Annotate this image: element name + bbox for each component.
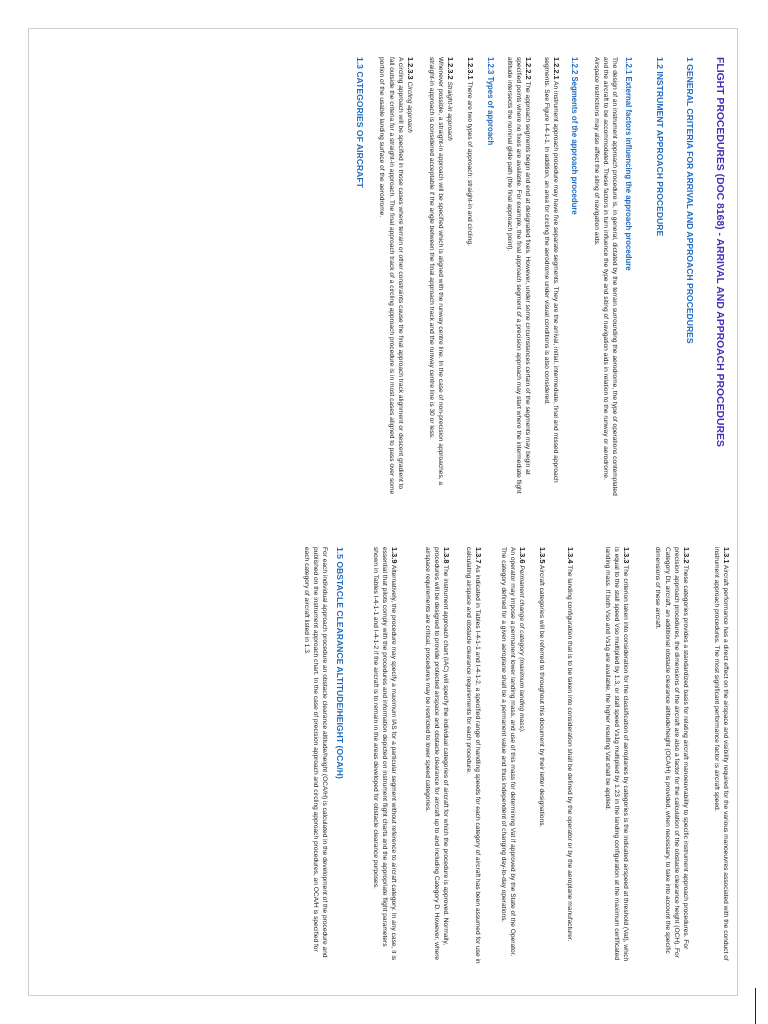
clause-text: The landing configuration that is to be taken into consideration shall be defined by the operator or by the aeroplane manufacturer. bbox=[566, 565, 573, 942]
paragraph-1-3-1 bbox=[712, 547, 731, 967]
clause-text: Aircraft performance has a direct effect on the airspace and visibility required for the various manoeuvres associated with the conduct of instrument approach procedures. The most significant performance factor is aircraft speed. bbox=[712, 547, 729, 961]
paragraph-1-3-9 bbox=[370, 547, 399, 967]
clause-text: As indicated in Tables I-4-1-1 and I-4-1-2, a specified range of handling speeds for each category of aircraft has been assumed for use in calculating airspace and obstacle clearance requirements for each procedure. bbox=[464, 547, 481, 964]
paragraph-1-3-2 bbox=[653, 547, 691, 967]
clause-title: Circling approach bbox=[406, 81, 413, 133]
document-title: FLIGHT PROCEDURES (DOC 8168) - ARRIVAL AND APPROACH PROCEDURES bbox=[714, 57, 725, 447]
clause-title: Straight-in approach bbox=[446, 81, 453, 141]
clause-text: An operator may impose a permanent lower landing mass, and use of this mass for determining Vat if approved by the State of the Operator. The category defined for a given aeroplane shall be a permanent value and thus independent of changing day-to-day operations. bbox=[499, 547, 516, 957]
paragraph-1-2-1: The design of an instrument approach procedure is, in general, dictated by the terrain surrounding the aerodrome, the type of operations contemplated and the aircraft to be accommodated. These factors in turn influence the type and siting of navigation aids in relation to the runway or aerodrome. Airspace restrictions may also affect the siting of navigation aids. bbox=[592, 57, 618, 496]
clause-text: Aircraft categories will be referred to throughout this document by their letter designations. bbox=[538, 564, 545, 828]
document-page bbox=[28, 28, 738, 996]
clause-number: 1.3.8 bbox=[442, 547, 451, 564]
clause-text: There are two types of approach: straight-in and circling. bbox=[466, 81, 473, 246]
heading-external-factors: 1.2.1 External factors influencing the approach procedure bbox=[624, 57, 633, 271]
paragraph-1-3-3 bbox=[602, 547, 631, 967]
clause-text: The instrument approach chart (IAC) will specify the individual categories of aircraft for which the procedure is approved. Normally, procedures will be designed to provide protected airspace and obstacle clearance for aircraft up to and including Category D. However, where airspace requirements are critical, procedures may be restricted to lower speed categories. bbox=[423, 547, 449, 961]
clause-text: An instrument approach procedure may have five separate segments. They are the arrival, initial, intermediate, final and missed approach segments. See Figure I-4-1-1. In addition, an area for circling the aerodrome under visual conditions is also considered. bbox=[542, 57, 559, 483]
clause-number: 1.2.3.2 bbox=[446, 57, 455, 80]
paragraph-1-2-3-2 bbox=[426, 57, 455, 497]
paragraph-1-2-3-1 bbox=[465, 57, 475, 497]
clause-text: The criterion taken into consideration for the classification of aeroplanes by categories is the indicated airspeed at threshold (Vat), which is equal to the stall speed Vso multiplied by 1.3, or stall speed Vs1g multiplied by 1.23 in the landing configuration at the maximum certificated landing mass. If both Vso and Vs1g are available, the higher resulting Vat shall be applied. bbox=[603, 547, 629, 962]
clause-number: 1.3.7 bbox=[474, 547, 483, 564]
clause-number: 1.3.3 bbox=[622, 547, 631, 564]
clause-number: 1.3.5 bbox=[538, 547, 547, 564]
clause-text: The approach segments begin and end at designated fixes. However, under some circumstances certain of the segments may begin at specified points where no fixes are available. For example, the final approach segment of a precision approach may start where the intermediate flight altitude intersects the nominal glide path (the final approach point). bbox=[505, 57, 531, 494]
paragraph-1-3-5 bbox=[537, 547, 547, 967]
clause-number: 1.2.2.1 bbox=[552, 57, 561, 80]
clause-number: 1.3.2 bbox=[682, 547, 691, 564]
heading-obstacle-clearance: 1.5 OBSTACLE CLEARANCE ALTITUDE/HEIGHT (OCA/H) bbox=[335, 547, 345, 779]
heading-categories-of-aircraft: 1.3 CATEGORIES OF AIRCRAFT bbox=[355, 57, 365, 188]
heading-general-criteria: 1 GENERAL CRITERIA FOR ARRIVAL AND APPROACH PROCEDURES bbox=[685, 57, 695, 344]
clause-number: 1.2.2.2 bbox=[524, 57, 533, 80]
heading-instrument-approach: 1.2 INSTRUMENT APPROACH PROCEDURE bbox=[655, 57, 665, 237]
paragraph-1-2-2-1 bbox=[542, 57, 561, 497]
clause-number: 1.3.4 bbox=[566, 547, 575, 564]
clause-text: Whenever possible, a straight-in approach will be specified which is aligned with the runway centre line. In the case of non-precision approaches, a straight-in approach is considered acceptable if the angle between the final approach track and the runway centre line is 30 or less. bbox=[427, 57, 444, 486]
edge-divider bbox=[755, 988, 756, 1024]
paragraph-1-5: For each individual approach procedure an obstacle clearance altitude/height (OCA/H) is calculated in the development of the procedure and published on the instrument approach chart. In the case of precision approach and circling approach procedures, an OCA/H is specified for each category of aircraft listed in 1.3. bbox=[302, 547, 328, 958]
clause-number: 1.3.1 bbox=[722, 547, 731, 564]
paragraph-1-3-8 bbox=[422, 547, 451, 967]
paragraph-1-2-2-2 bbox=[504, 57, 533, 497]
clause-title: Permanent change of category (maximum landing mass). bbox=[518, 565, 525, 733]
clause-text: Alternatively, the procedure may specify a maximum IAS for a particular segment without reference to aircraft category. In any case, it is essential that pilots comply with the procedures and information depicted on instrument flight charts and the appropriate flight parameters shown in Tables I-4-1-1 and I-4-1-2 if the aircraft is to remain in the areas developed for obstacle clearance purposes. bbox=[371, 547, 397, 961]
paragraph-1-3-7 bbox=[464, 547, 483, 967]
paragraph-1-3-6 bbox=[498, 547, 527, 967]
clause-text: These categories provides a standardized basis for relating aircraft manoeuvrability to specific instrument approach procedures. For precision approach procedures, the dimensions of the aircraft are also a factor for the calculation of the obstacle clearance height (OCH). For Category DL aircraft, an additional obstacle clearance altitude/height (OCA/H) is provided, when necessary, to take into account the specific dimensions of these aircraft. bbox=[654, 547, 689, 958]
heading-segments: 1.2.2 Segments of the approach procedure bbox=[570, 57, 579, 215]
clause-number: 1.3.6 bbox=[518, 547, 527, 564]
paragraph-1-2-3-3 bbox=[377, 57, 415, 497]
clause-text: A circling approach will be specified in those cases where terrain or other constraints cause the final approach track alignment or descent gradient to fall outside the criteria for a straight-in approach. The final approach track of a circling approach procedure is in most cases aligned to pass over some portion of the usable landing surface of the aerodrome. bbox=[378, 57, 404, 495]
clause-number: 1.2.3.3 bbox=[406, 57, 415, 80]
paragraph-1-3-4 bbox=[565, 547, 575, 967]
clause-number: 1.2.3.1 bbox=[466, 57, 475, 80]
clause-number: 1.3.9 bbox=[390, 547, 399, 564]
heading-types-of-approach: 1.2.3 Types of approach bbox=[486, 57, 495, 146]
